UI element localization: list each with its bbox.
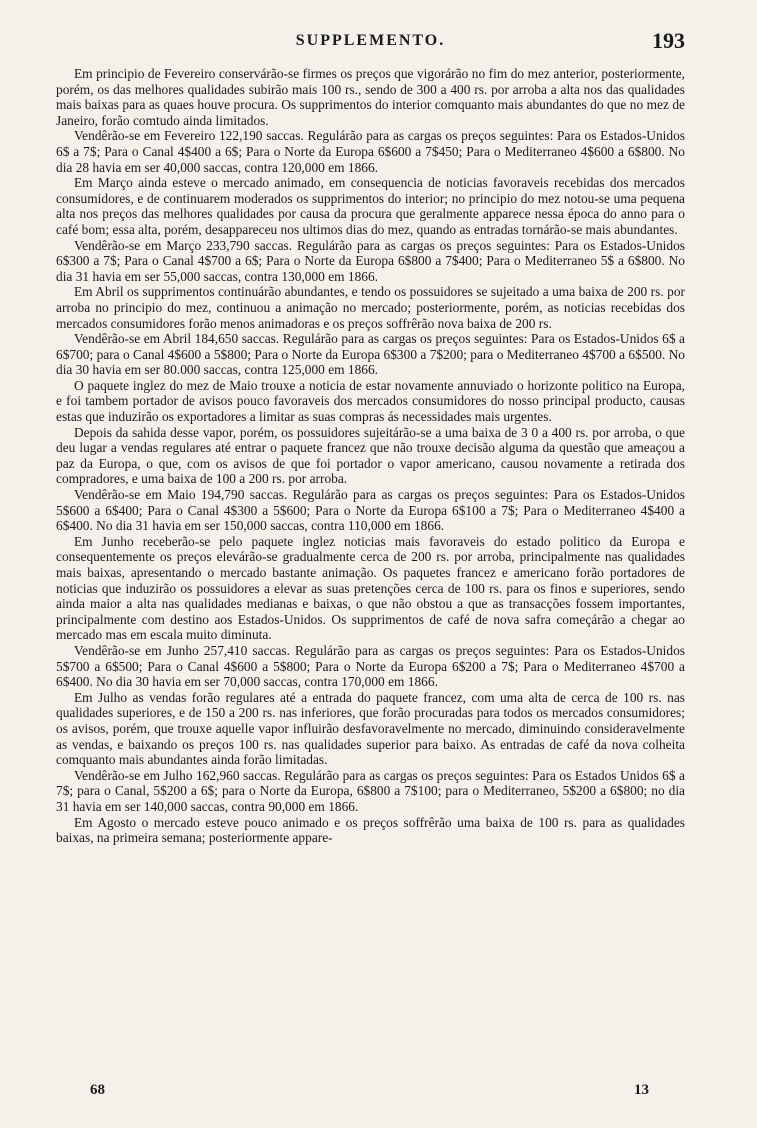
- paragraph: Vendêrão-se em Março 233,790 saccas. Regulárão para as cargas os preços seguintes: Para os Estados-Unidos 6$300 a 7$; Para o Canal 4$700 a 6$; Para o Norte da Europa 6$800 a 7$400; Para o Mediterraneo 5$ a 6$800. No dia 31 havia em ser 55,000 saccas, contra 130,000 em 1866.: [56, 237, 685, 284]
- paragraph: Depois da sahida desse vapor, porém, os possuidores sujeitárão-se a uma baixa de 3 0 a 400 rs. por arroba, o que deu lugar a vendas regulares até entrar o paquete francez que não trouxe decisão alguma da questão que ameaçou a paz da Europa, o que, com os avisos de que foi portador o vapor americano, causou novamente a retirada dos compradores, e uma baixa de 100 a 200 rs. por arroba.: [56, 424, 685, 487]
- paragraph: Em Agosto o mercado esteve pouco animado e os preços soffrêrão uma baixa de 100 rs. para as qualidades baixas, na primeira semana; posteriormente appare-: [56, 814, 685, 846]
- paragraph: Vendêrão-se em Maio 194,790 saccas. Regulárão para as cargas os preços seguintes: Para os Estados-Unidos 5$600 a 6$400; Para o Canal 4$300 a 5$600; Para o Norte da Europa 6$100 a 7$; Para o Mediterraneo 4$400 a 6$400. No dia 31 havia em ser 150,000 saccas, contra 110,000 em 1866.: [56, 487, 685, 534]
- page-number: 193: [652, 28, 685, 53]
- body-text: [56, 66, 685, 846]
- paragraph: Vendêrão-se em Julho 162,960 saccas. Regulárão para as cargas os preços seguintes: Para os Estados Unidos 6$ a 7$; para o Canal, 5$200 a 6$; para o Norte da Europa, 6$800 a 7$100; para o Mediterraneo, 5$200 a 6$800; no dia 31 havia em ser 140,000 saccas, contra 90,000 em 1866.: [56, 767, 685, 814]
- paragraph: Em Julho as vendas forão regulares até a entrada do paquete francez, com uma alta de cerca de 100 rs. nas qualidades superiores, e de 150 a 200 rs. nas inferiores, que forão procuradas para todos os mercados consumidores; os avisos, porém, que trouxe aquelle vapor influirão desfavoravelmente no mercado, diminuindo consideravelmente as vendas, e baixando os preços 100 rs. nas qualidades superior para baixo. As entradas de café da nova colheita comquanto mais abundantes ainda forão limitadas.: [56, 689, 685, 768]
- paragraph: Vendêrão-se em Abril 184,650 saccas. Regulárão para as cargas os preços seguintes: Para os Estados-Unidos 6$ a 6$700; para o Canal 4$600 a 5$800; Para o Norte da Europa 6$300 a 7$200; para o Mediterraneo 4$700 a 6$500. No dia 30 havia em ser 80.000 saccas, contra 125,000 em 1866.: [56, 331, 685, 378]
- running-title: SUPPLEMENTO.: [295, 32, 446, 49]
- signature-mark-left: 68: [90, 1082, 105, 1098]
- paragraph: Em Abril os supprimentos continuárão abundantes, e tendo os possuidores se sujeitado a uma baixa de 200 rs. por arroba no principio do mez, continuou a animação no mercado; posteriormente, porém, as noticias recebidas dos mercados consumidores forão menos animadoras e os preços soffrêrão nova baixa de 200 rs.: [56, 284, 685, 331]
- paragraph: Vendêrão-se em Fevereiro 122,190 saccas. Regulárão para as cargas os preços seguintes: Para os Estados-Unidos 6$ a 7$; Para o Canal 4$400 a 6$; Para o Norte da Europa 6$600 a 7$450; Para o Mediterraneo 4$600 a 6$800. No dia 28 havia em ser 40,000 saccas, contra 120,000 em 1866.: [56, 128, 685, 175]
- paragraph: Vendêrão-se em Junho 257,410 saccas. Regulárão para as cargas os preços seguintes: Para os Estados-Unidos 5$700 a 6$500; Para o Canal 4$600 a 5$800; Para o Norte da Europa 6$200 a 7$; Para o Mediterraneo 4$700 a 6$400. No dia 30 havia em ser 70,000 saccas, contra 170,000 em 1866.: [56, 642, 685, 690]
- running-head: [56, 28, 685, 56]
- paragraph: Em principio de Fevereiro conservárão-se firmes os preços que vigorárão no fim do mez anterior, posteriormente, porém, os das melhores qualidades subirão mais 100 rs., sendo de 300 a 400 rs. por arroba a alta nos das qualidades mais baixas para as quaes houve procura. Os supprimentos do interior comquanto mais abundantes do que no mez de Janeiro, forão comtudo ainda limitados.: [56, 66, 685, 128]
- paragraph: Em Março ainda esteve o mercado animado, em consequencia de noticias favoraveis recebidas dos mercados consumidores, e de continuarem moderados os supprimentos do interior; no principio do mez notou-se uma pequena alta nos preços das melhores qualidades por causa da procura que geralmente apparece nessa época do anno para o café bom; essa alta, porém, desappareceu nos ultimos dias do mez, quando as entradas tornárão-se mais abundantes.: [56, 175, 685, 237]
- paragraph: O paquete inglez do mez de Maio trouxe a noticia de estar novamente annuviado o horizonte politico na Europa, e foi tambem portador de avisos pouco favoraveis dos mercados consumidores do nosso principal producto, causas estas que induzirão os exportadores a limitar as suas compras ás necessidades mais urgentes.: [56, 377, 685, 425]
- page-footer: [56, 1082, 685, 1104]
- signature-mark-right: 13: [634, 1082, 649, 1098]
- paragraph: Em Junho receberão-se pelo paquete inglez noticias mais favoraveis do estado politico da Europa e consequentemente os preços elevárão-se gradualmente cerca de 200 rs. por arroba, principalmente nas qualidades mais baixas, apresentando o mercado bastante animação. Os paquetes francez e americano forão portadores de noticias que induzirão os possuidores a elevar as suas pretenções cerca de 100 rs. para os finos e superiores, sendo ainda maior a alta nas qualidades medianas e baixas, o que não obstou a que as transacções fossem importantes, principalmente com destino aos Estados-Unidos. Os supprimentos de café de nova safra começárão a chegar ao mercado mas em escala muito diminuta.: [56, 533, 685, 643]
